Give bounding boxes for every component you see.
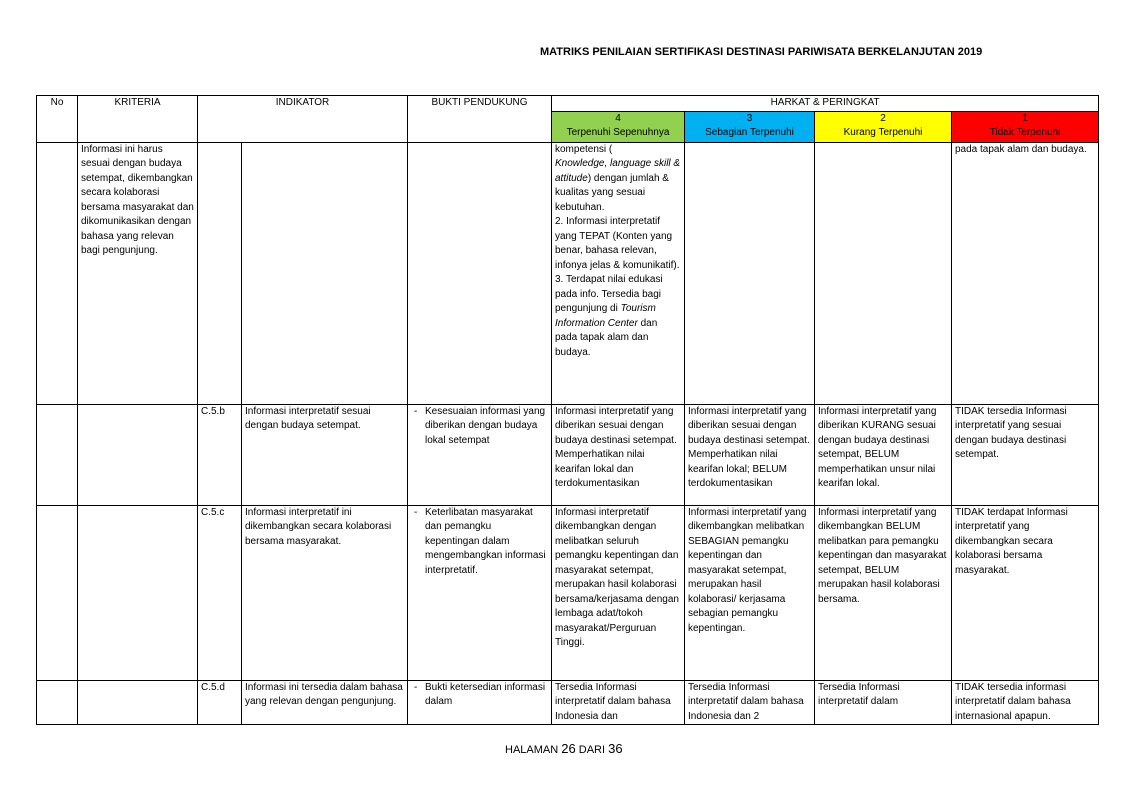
cell-level-3: Informasi interpretatif yang diberikan sesuai dengan budaya destinasi setempat. Memperhatikan nilai kearifan lokal; BELUM terdokumentasikan: [685, 404, 815, 505]
cell-no: [37, 505, 78, 680]
footer-page-total: 36: [608, 741, 623, 756]
footer-page-number: 26: [561, 741, 576, 756]
table-row: [37, 142, 1099, 404]
footer-mid: DARI: [575, 744, 609, 756]
text-fragment: dan pada tapak alam dan budaya.: [555, 317, 658, 358]
cell-code: C.5.c: [198, 505, 242, 680]
document-title: MATRIKS PENILAIAN SERTIFIKASI DESTINASI PARIWISATA BERKELANJUTAN 2019: [540, 46, 983, 58]
cell-level-2: Informasi interpretatif yang dikembangkan BELUM melibatkan para pemangku kepentingan dan masyarakat setempat, BELUM merupakan hasil kolaborasi bersama.: [815, 505, 952, 680]
table-row: [37, 404, 1099, 505]
level-2-label: Kurang Terpenuhi: [843, 127, 923, 138]
level-3-label: Sebagian Terpenuhi: [705, 127, 794, 138]
cell-level-4: Informasi interpretatif yang diberikan sesuai dengan budaya destinasi setempat. Memperhatikan nilai kearifan lokal dan terdokumentasikan: [552, 404, 685, 505]
cell-code: [198, 142, 242, 404]
text-fragment-italic: Tourism Information Center: [555, 303, 656, 329]
level-1-label: Tidak Terpenuhi: [989, 127, 1061, 138]
header-indikator: INDIKATOR: [198, 96, 408, 143]
header-no: No: [37, 96, 78, 143]
table-row: [37, 505, 1099, 680]
level-3-header: [685, 111, 815, 142]
header-harkat-peringkat: HARKAT & PERINGKAT: [552, 96, 1099, 112]
cell-level-1: TIDAK tersedia Informasi interpretatif yang sesuai dengan budaya destinasi setempat.: [952, 404, 1099, 505]
cell-level-2: Informasi interpretatif yang diberikan KURANG sesuai dengan budaya destinasi setempat, BELUM memperhatikan unsur nilai kearifan lokal.: [815, 404, 952, 505]
cell-level-4: Informasi interpretatif dikembangkan dengan melibatkan seluruh pemangku kepentingan dan masyarakat setempat, merupakan hasil kolaborasi bersama/kerjasama dengan lembaga adat/tokoh masyarakat/Perguruan Tinggi.: [552, 505, 685, 680]
level-4-header: [552, 111, 685, 142]
header-kriteria: KRITERIA: [78, 96, 198, 143]
cell-kriteria: [78, 404, 198, 505]
cell-level-4: Tersedia Informasi interpretatif dalam bahasa Indonesia dan: [552, 680, 685, 725]
level-4-label: Terpenuhi Sepenuhnya: [566, 127, 670, 138]
level-3-number: 3: [746, 112, 753, 124]
cell-indikator: Informasi ini tersedia dalam bahasa yang relevan dengan pengunjung.: [242, 680, 408, 725]
cell-level-1: TIDAK terdapat Informasi interpretatif yang dikembangkan secara kolaborasi bersama masyarakat.: [952, 505, 1099, 680]
text-fragment: 3. Terdapat nilai edukasi pada info. Tersedia bagi pengunjung di: [555, 274, 663, 314]
table-row: [37, 680, 1099, 725]
cell-level-4: [552, 142, 685, 404]
footer-prefix: HALAMAN: [505, 744, 562, 756]
cell-indikator: Informasi interpretatif ini dikembangkan secara kolaborasi bersama masyarakat.: [242, 505, 408, 680]
cell-no: [37, 680, 78, 725]
cell-bukti: [408, 680, 552, 725]
text-fragment: ) dengan jumlah & kualitas yang sesuai kebutuhan.: [555, 172, 669, 213]
table-header-row: [37, 96, 1099, 112]
level-1-header: [952, 111, 1099, 142]
bukti-item: - Keterlibatan masyarakat dan pemangku kepentingan dalam mengembangkan informasi interpretatif.: [425, 506, 548, 579]
cell-level-3: Informasi interpretatif yang dikembangkan melibatkan SEBAGIAN pemangku kepentingan dan masyarakat setempat, merupakan hasil kolaborasi/ kerjasama sebagian pemangku kepentingan.: [685, 505, 815, 680]
cell-bukti: [408, 404, 552, 505]
level-1-number: 1: [1022, 112, 1028, 124]
cell-level-2: [815, 142, 952, 404]
cell-kriteria: [78, 680, 198, 725]
assessment-matrix-table: [36, 95, 1099, 725]
text-fragment: kompetensi (: [555, 143, 613, 155]
cell-level-3: Tersedia Informasi interpretatif dalam bahasa Indonesia dan 2: [685, 680, 815, 725]
cell-no: [37, 142, 78, 404]
cell-level-1: pada tapak alam dan budaya.: [952, 142, 1099, 404]
cell-bukti: [408, 505, 552, 680]
level-2-number: 2: [880, 112, 886, 124]
cell-level-2: Tersedia Informasi interpretatif dalam: [815, 680, 952, 725]
bukti-item: - Bukti ketersedian informasi dalam: [425, 681, 548, 710]
cell-indikator: Informasi interpretatif sesuai dengan budaya setempat.: [242, 404, 408, 505]
page-footer: [505, 741, 623, 756]
level-2-header: [815, 111, 952, 142]
bukti-item: - Kesesuaian informasi yang diberikan dengan budaya lokal setempat: [425, 405, 548, 449]
cell-kriteria: [78, 505, 198, 680]
cell-no: [37, 404, 78, 505]
text-fragment: 2. Informasi interpretatif yang TEPAT (Konten yang benar, bahasa relevan, infonya jelas & komunikatif).: [555, 216, 680, 271]
cell-level-1: TIDAK tersedia informasi interpretatif dalam bahasa internasional apapun.: [952, 680, 1099, 725]
header-bukti-pendukung: BUKTI PENDUKUNG: [408, 96, 552, 143]
cell-code: C.5.d: [198, 680, 242, 725]
cell-bukti: [408, 142, 552, 404]
cell-level-3: [685, 142, 815, 404]
level-4-number: 4: [615, 112, 621, 124]
cell-kriteria: Informasi ini harus sesuai dengan budaya setempat, dikembangkan secara kolaborasi bersama masyarakat dan dikomunikasikan dengan bahasa yang relevan bagi pengunjung.: [78, 142, 198, 404]
cell-indikator: [242, 142, 408, 404]
text-fragment-italic: Knowledge, language skill & attitude: [555, 158, 681, 184]
cell-code: C.5.b: [198, 404, 242, 505]
